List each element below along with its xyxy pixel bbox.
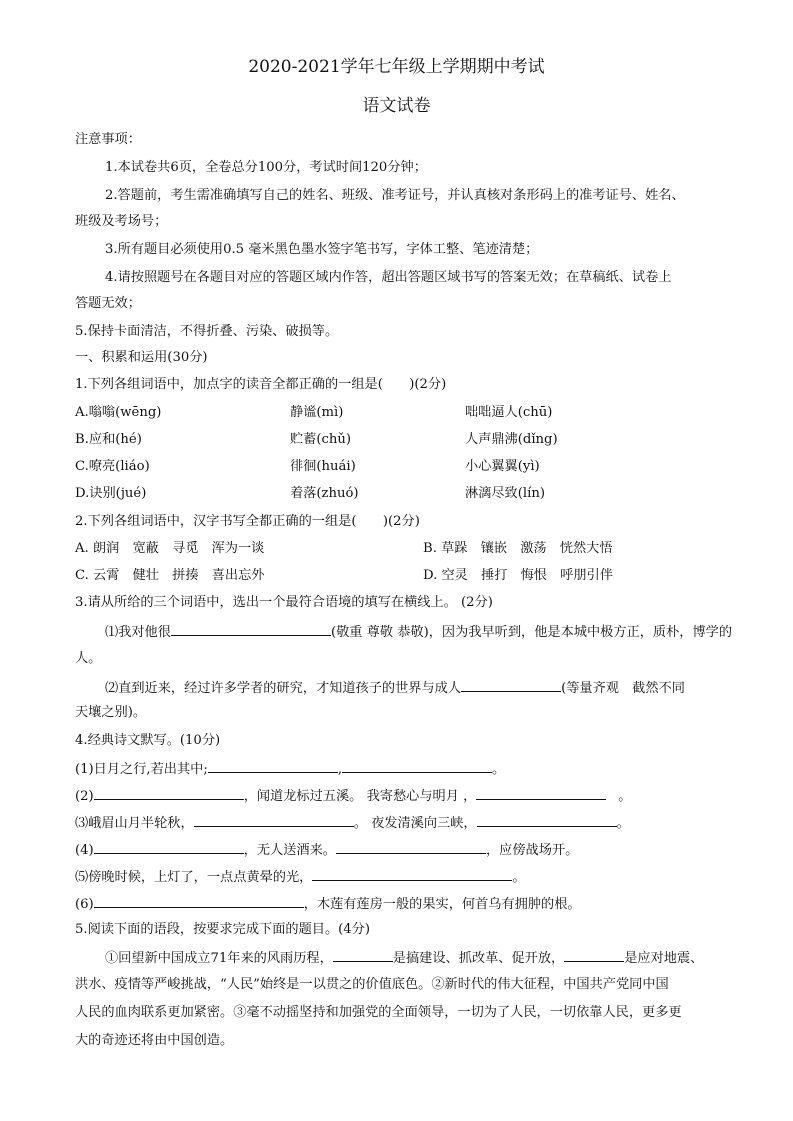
answer-blank[interactable] [94,839,244,854]
q2-option-c: C. 云霄 健壮 拼揍 喜出忘外 [75,568,265,583]
q3-stem: 3.请从所给的三个词语中，选出一个最符合语境的填写在横线上。 (2分) [75,595,493,610]
q5-p1-seg2: 是搞建设、抓改革、促开放， [392,951,565,966]
answer-blank[interactable] [461,677,561,692]
q4-line-4 [75,839,578,861]
q3-part2 [105,677,685,699]
notice-item-5: 5.保持卡面清洁，不得折叠、污染、破损等。 [75,324,339,339]
q4-line-6 [75,893,581,915]
q1-option-c-word3: 小心翼翼(yì) [465,459,540,474]
q4-line-1-end: 。 [492,762,506,777]
q4-stem: 4.经典诗文默写。(10分) [75,733,221,748]
q4-line-2-lead: (2) [75,789,94,804]
q5-p1-seg3: 是应对地震、 [624,951,704,966]
q4-line-1-sep: , [337,762,343,777]
q4-line-6-lead: (6) [75,897,94,912]
answer-blank[interactable] [564,947,624,962]
q2-option-b: B. 草跺 镶嵌 激荡 恍然大悟 [423,541,613,556]
q1-option-b-word2: 贮蓄(chǔ) [290,432,352,447]
q4-line-5-lead: ⑸傍晚时候，上灯了，一点点黄晕的光， [75,870,313,885]
answer-blank[interactable] [476,785,606,800]
q3-part1 [105,621,732,643]
answer-blank[interactable] [94,785,244,800]
q3-part1-cont: 人。 [75,651,102,666]
q4-line-3-end: 。 [616,816,630,831]
q4-line-2 [75,785,631,807]
answer-blank[interactable] [333,947,393,962]
q1-option-a-word3: 咄咄逼人(chū) [465,405,553,420]
q4-line-4-mid: ，无人送酒来。 [243,843,336,858]
q1-option-a: A.嗡嗡(wēng) [75,405,162,420]
answer-blank[interactable] [171,621,331,636]
q5-stem: 5.阅读下面的语段，按要求完成下面的题目。(4分) [75,922,371,937]
q5-paragraph-line-2: 洪水、疫情等严峻挑战，“人民”始终是一以贯之的价值底色。②新时代的伟大征程，中国共产党同中国 [75,977,669,992]
q1-option-b: B.应和(hé) [75,432,142,447]
q2-stem: 2.下列各组词语中，汉字书写全都正确的一组是( )(2分) [75,514,420,529]
q4-line-1-lead: (1)日月之行,若出其中; [75,762,208,777]
q4-line-3-lead: ⑶峨眉山月半轮秋， [75,816,194,831]
q3-part2-lead: ⑵直到近来，经过许多学者的研究，才知道孩子的世界与成人 [105,681,462,696]
q2-option-a: A. 朗润 宽蔽 寻觅 浑为一谈 [75,541,265,556]
q3-part1-options: (敬重 尊敬 恭敬)，因为我早听到，他是本城中极方正，质朴，博学的 [330,625,733,640]
answer-blank[interactable] [312,866,512,881]
notice-item-4-cont: 答题无效； [75,296,141,311]
answer-blank[interactable] [194,812,354,827]
q3-part2-cont: 天壤之别)。 [75,705,147,720]
q4-line-2-mid: ，闻道龙标过五溪。 我寄愁心与明月 ， [243,789,477,804]
answer-blank[interactable] [342,758,492,773]
answer-blank[interactable] [336,839,486,854]
q1-option-b-word3: 人声鼎沸(dǐng) [465,432,558,447]
notice-item-2: 2.答题前，考生需准确填写自己的姓名、班级、准考证号，并认真核对条形码上的准考证号、姓名、 [105,188,685,203]
notice-item-2-cont: 班级及考场号； [75,214,168,229]
q2-option-d: D. 空灵 捶打 悔恨 呼朋引伴 [423,568,613,583]
q5-paragraph-line-1 [105,947,703,969]
exam-subtitle: 语文试卷 [362,96,431,116]
answer-blank[interactable] [208,758,338,773]
q5-p1-seg1: ①回望新中国成立71年来的风雨历程， [105,951,333,966]
q1-stem: 1.下列各组词语中，加点字的读音全都正确的一组是( )(2分) [75,377,447,392]
q4-line-5-end: 。 [512,870,526,885]
q3-part2-options: (等量齐观 截然不同 [561,681,685,696]
q4-line-6-end: ，木莲有莲房一般的果实，何首乌有拥肿的根。 [303,897,581,912]
q1-option-c-word2: 徘徊(huái) [290,459,356,474]
q5-paragraph-line-3: 人民的血肉联系更加紧密。③毫不动摇坚持和加强党的全面领导，一切为了人民，一切依靠人民，更多更 [75,1005,682,1020]
q1-option-c: C.嘹亮(liáo) [75,459,150,474]
q4-line-4-lead: (4) [75,843,94,858]
notice-item-1: 1.本试卷共6页，全卷总分100分，考试时间120分钟； [105,160,427,175]
answer-blank[interactable] [477,812,617,827]
q4-line-3-mid: 。 夜发清溪向三峡， [353,816,477,831]
q1-option-d-word3: 淋漓尽致(lín) [465,486,545,501]
q1-option-d: D.诀别(jué) [75,486,147,501]
q4-line-4-end: ，应傍战场开。 [486,843,579,858]
q3-part1-lead: ⑴我对他很 [105,625,171,640]
answer-blank[interactable] [94,893,304,908]
exam-title: 2020-2021学年七年级上学期期中考试 [248,57,545,77]
q1-option-d-word2: 着落(zhuó) [290,486,359,501]
notice-item-4: 4.请按照题号在各题目对应的答题区域内作答，超出答题区域书写的答案无效；在草稿纸、试卷上 [105,270,672,285]
q5-paragraph-line-4: 大的奇迹还将由中国创造。 [75,1033,234,1048]
q4-line-1 [75,758,505,780]
q4-line-3 [75,812,630,834]
q4-line-2-end: 。 [618,789,632,804]
notice-label: 注意事项： [75,132,141,147]
q4-line-5 [75,866,526,888]
section-heading: 一、积累和运用(30分) [75,350,208,365]
q1-option-a-word2: 静谧(mì) [290,405,344,420]
notice-item-3: 3.所有题目必须使用0.5 毫米黑色墨水签字笔书写，字体工整、笔迹清楚； [105,242,539,257]
